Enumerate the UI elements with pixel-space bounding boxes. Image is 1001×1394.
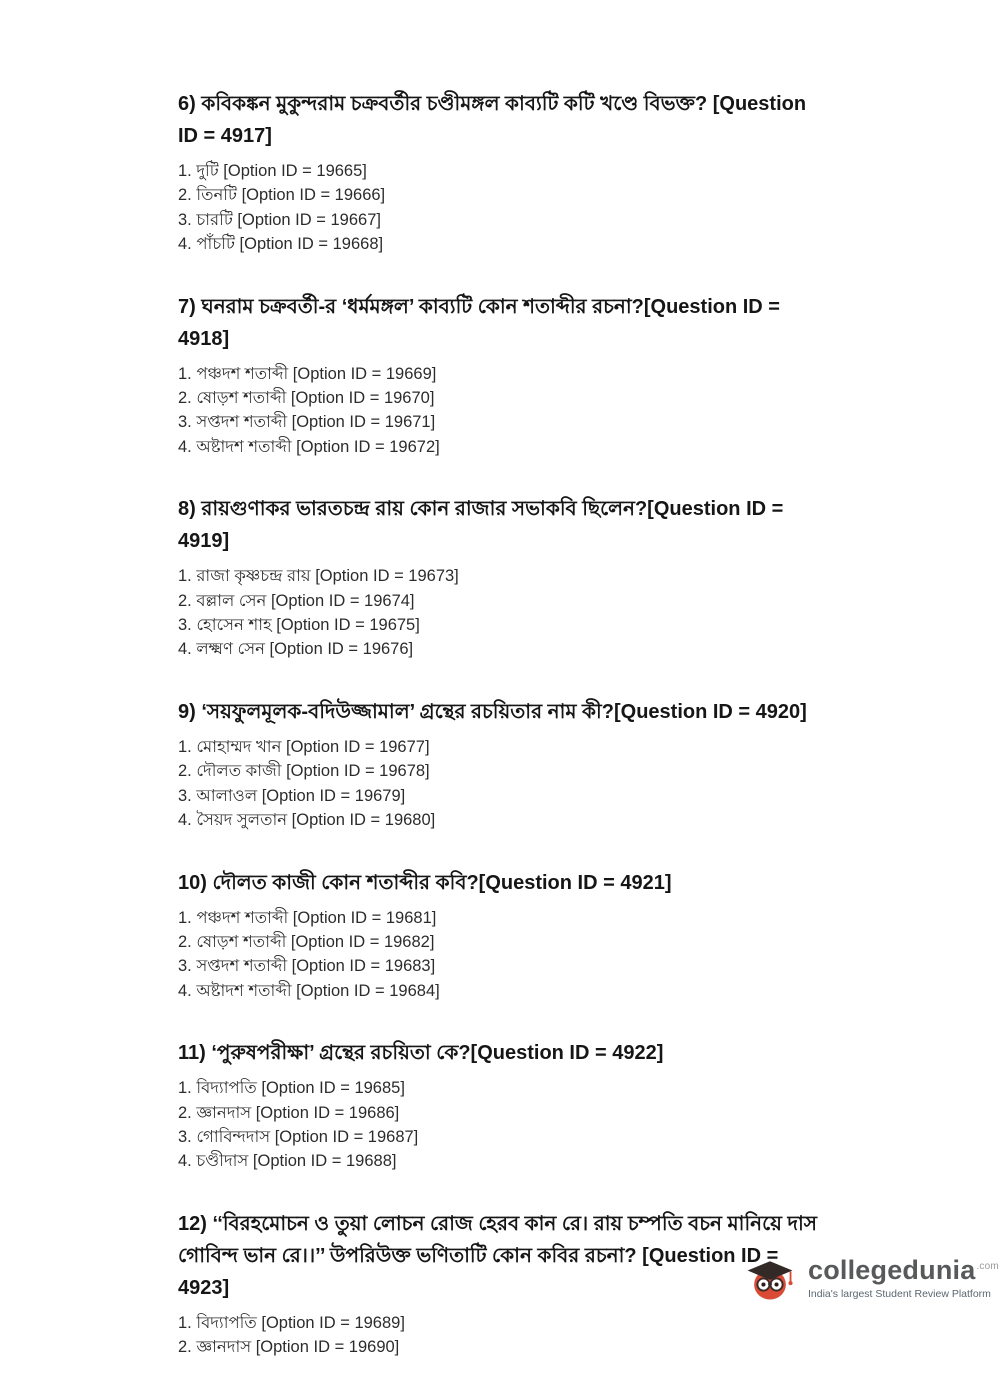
option-line: 1. পঞ্চদশ শতাব্দী [Option ID = 19681] — [178, 908, 437, 927]
option-list — [178, 1311, 828, 1360]
question-title: 12) ‘‘বিরহমোচন ও তুয়া লোচন রোজ হেরব কান রে। রায় চম্পতি বচন মানিয়ে দাস গোবিন্দ ভান রে।।’’ উপরিউক্ত ভণিতাটি কোন কবির রচনা? [Question ID = 4923] — [178, 1212, 818, 1299]
brand-tagline: India's largest Student Review Platform — [808, 1287, 991, 1300]
question-block — [178, 867, 828, 1004]
question-title: 7) ঘনরাম চক্রবর্তী-র ‘ধর্মমঙ্গল’ কাব্যটি কোন শতাব্দীর রচনা?[Question ID = 4918] — [178, 295, 780, 350]
question-block — [178, 696, 828, 833]
question-block — [178, 493, 828, 662]
option-line: 1. পঞ্চদশ শতাব্দী [Option ID = 19669] — [178, 364, 437, 383]
option-line: 1. মোহাম্মদ খান [Option ID = 19677] — [178, 737, 430, 756]
option-line: 1. বিদ্যাপতি [Option ID = 19689] — [178, 1313, 405, 1332]
question-block — [178, 291, 828, 460]
option-line: 1. দুটি [Option ID = 19665] — [178, 162, 367, 180]
option-line: 3. গোবিন্দদাস [Option ID = 19687] — [178, 1127, 419, 1146]
option-list — [178, 735, 828, 833]
option-line: 3. সপ্তদশ শতাব্দী [Option ID = 19671] — [178, 413, 436, 432]
option-line: 4. পাঁচটি [Option ID = 19668] — [178, 235, 384, 254]
option-line: 3. হোসেন শাহ [Option ID = 19675] — [178, 616, 420, 635]
option-list — [178, 1076, 828, 1174]
option-line: 3. চারটি [Option ID = 19667] — [178, 210, 381, 229]
option-line: 2. তিনটি [Option ID = 19666] — [178, 186, 386, 205]
option-list — [178, 906, 828, 1004]
brand-block — [808, 1256, 999, 1299]
option-line: 4. লক্ষ্মণ সেন [Option ID = 19676] — [178, 640, 414, 659]
question-block — [178, 1037, 828, 1174]
option-list — [178, 159, 828, 257]
brand-name — [808, 1256, 999, 1284]
option-line: 4. অষ্টাদশ শতাব্দী [Option ID = 19672] — [178, 437, 440, 456]
option-list — [178, 564, 828, 662]
brand-text: collegedunia — [808, 1255, 976, 1286]
question-title: 11) ‘পুরুষপরীক্ষা’ গ্রন্থের রচয়িতা কে?[Question ID = 4922] — [178, 1042, 664, 1065]
collegedunia-logo — [742, 1250, 999, 1306]
option-line: 3. আলাওল [Option ID = 19679] — [178, 786, 406, 805]
option-line: 1. বিদ্যাপতি [Option ID = 19685] — [178, 1079, 405, 1098]
question-title: 6) কবিকঙ্কন মুকুন্দরাম চক্রবর্তীর চণ্ডীমঙ্গল কাব্যটি কটি খণ্ডে বিভক্ত? [Question ID = 4917] — [178, 93, 807, 147]
option-line: 4. সৈয়দ সুলতান [Option ID = 19680] — [178, 811, 436, 830]
question-block — [178, 1208, 828, 1360]
question-title: 10) দৌলত কাজী কোন শতাব্দীর কবি?[Question ID = 4921] — [178, 871, 672, 894]
option-line: 3. সপ্তদশ শতাব্দী [Option ID = 19683] — [178, 957, 436, 976]
option-line: 4. অষ্টাদশ শতাব্দী [Option ID = 19684] — [178, 981, 440, 1000]
option-line: 2. জ্ঞানদাস [Option ID = 19686] — [178, 1103, 400, 1122]
option-line: 2. বল্লাল সেন [Option ID = 19674] — [178, 591, 415, 610]
option-line: 2. ষোড়শ শতাব্দী [Option ID = 19670] — [178, 389, 435, 408]
question-list — [178, 88, 828, 1394]
brand-suffix: .com — [976, 1261, 999, 1273]
option-line: 2. ষোড়শ শতাব্দী [Option ID = 19682] — [178, 932, 435, 951]
option-list — [178, 362, 828, 460]
graduate-mascot-icon — [742, 1250, 798, 1306]
question-title: 9) ‘সয়ফুলমূলক-বদিউজ্জামাল’ গ্রন্থের রচয়িতার নাম কী?[Question ID = 4920] — [178, 700, 807, 723]
option-line: 2. জ্ঞানদাস [Option ID = 19690] — [178, 1338, 400, 1357]
question-title: 8) রায়গুণাকর ভারতচন্দ্র রায় কোন রাজার সভাকবি ছিলেন?[Question ID = 4919] — [178, 498, 784, 553]
question-block — [178, 88, 828, 257]
option-line: 2. দৌলত কাজী [Option ID = 19678] — [178, 762, 430, 781]
option-line: 4. চণ্ডীদাস [Option ID = 19688] — [178, 1152, 397, 1171]
option-line: 1. রাজা কৃষ্ণচন্দ্র রায় [Option ID = 19673] — [178, 567, 459, 586]
